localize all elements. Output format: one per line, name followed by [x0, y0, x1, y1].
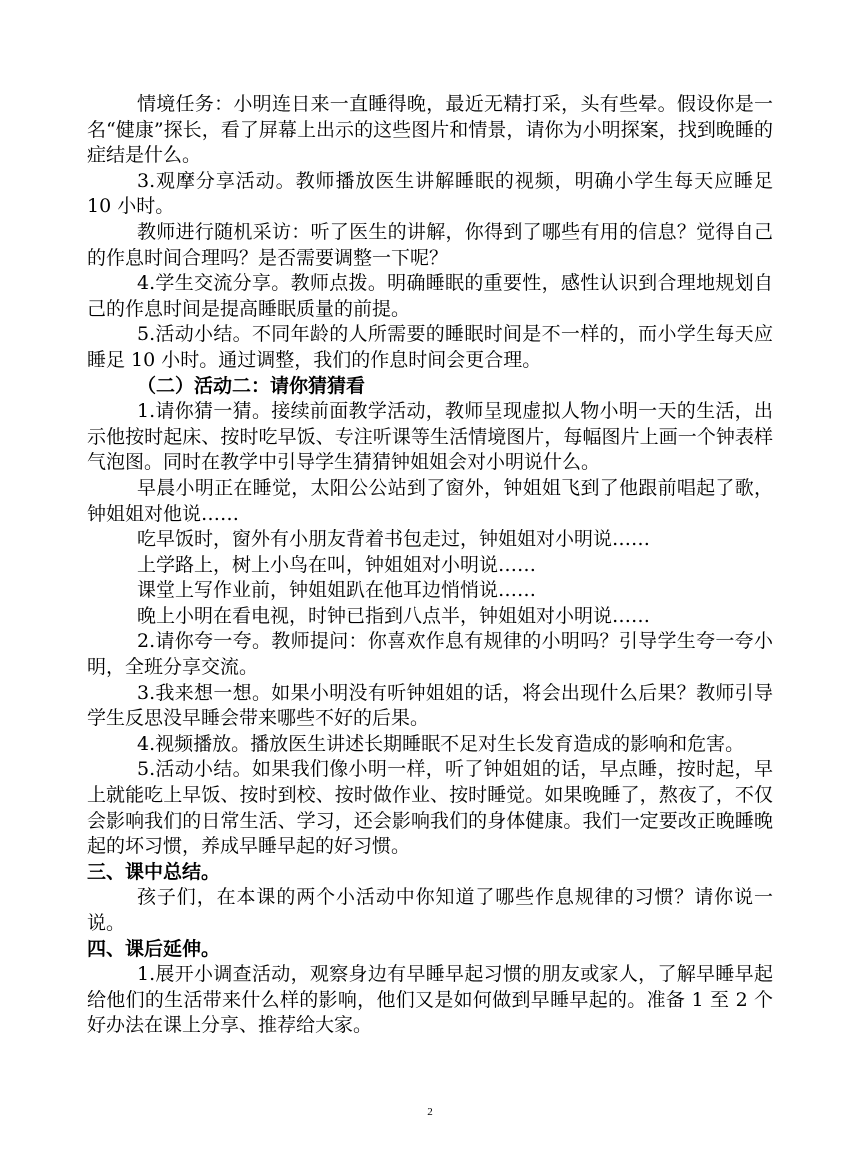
paragraph: 课堂上写作业前，钟姐姐趴在他耳边悄悄说……: [137, 579, 537, 602]
paragraph: 1.展开小调查活动，观察身边有早睡早起习惯的朋友或家人，了解早睡早起给他们的生活带来什么样的影响，他们又是如何做到早睡早起的。准备 1 至 2 个好办法在课上分享、推荐给大家。: [87, 963, 773, 1037]
paragraph: 1.请你猜一猜。接续前面教学活动，教师呈现虚拟人物小明一天的生活，出示他按时起床、按时吃早饭、专注听课等生活情境图片，每幅图片上画一个钟表样气泡图。同时在教学中引导学生猜猜钟姐姐会对小明说什么。: [87, 400, 773, 474]
paragraph: 上学路上，树上小鸟在叫，钟姐姐对小明说……: [137, 553, 537, 576]
paragraph: 5.活动小结。不同年龄的人所需要的睡眠时间是不一样的，而小学生每天应睡足 10 小时。通过调整，我们的作息时间会更合理。: [87, 323, 773, 371]
paragraph: 4.学生交流分享。教师点拨。明确睡眠的重要性，感性认识到合理地规划自己的作息时间是提高睡眠质量的前提。: [87, 272, 773, 320]
paragraph: 早晨小明正在睡觉，太阳公公站到了窗外，钟姐姐飞到了他跟前唱起了歌，钟姐姐对他说……: [87, 476, 773, 525]
paragraph: 2.请你夸一夸。教师提问：你喜欢作息有规律的小明吗？引导学生夸一夸小明，全班分享交流。: [87, 630, 773, 679]
section-heading: （二）活动二：请你猜猜看: [137, 374, 366, 397]
page-number: 2: [427, 1106, 433, 1118]
paragraph: 孩子们，在本课的两个小活动中你知道了哪些作息规律的习惯？请你说一说。: [87, 886, 773, 934]
paragraph: 3.我来想一想。如果小明没有听钟姐姐的话，将会出现什么后果？教师引导学生反思没早睡会带来哪些不好的后果。: [87, 681, 773, 730]
paragraph: 3.观摩分享活动。教师播放医生讲解睡眠的视频，明确小学生每天应睡足 10 小时。: [87, 169, 773, 218]
paragraph: 5.活动小结。如果我们像小明一样，听了钟姐姐的话，早点睡，按时起，早上就能吃上早饭、按时到校、按时做作业、按时睡觉。如果晚睡了，熬夜了，不仅会影响我们的日常生活、学习，还会影响我们的身体健康。我们一定要改正晚睡晚起的坏习惯，养成早睡早起的好习惯。: [87, 758, 773, 858]
section-heading: 三、课中总结。: [87, 860, 221, 883]
paragraph: 教师进行随机采访：听了医生的讲解，你得到了哪些有用的信息？觉得自己的作息时间合理吗？是否需要调整一下呢？: [87, 220, 773, 269]
document-body: [87, 92, 773, 1039]
paragraph: 晚上小明在看电视，时钟已指到八点半，钟姐姐对小明说……: [137, 604, 651, 627]
paragraph: 吃早饭时，窗外有小朋友背着书包走过，钟姐姐对小明说……: [137, 528, 651, 551]
paragraph: 4.视频播放。播放医生讲述长期睡眠不足对生长发育造成的影响和危害。: [137, 732, 745, 755]
paragraph: 情境任务：小明连日来一直睡得晚，最近无精打采，头有些晕。假设你是一名“健康”探长，看了屏幕上出示的这些图片和情景，请你为小明探案，找到晚睡的症结是什么。: [87, 93, 773, 167]
section-heading: 四、课后延伸。: [87, 937, 221, 960]
